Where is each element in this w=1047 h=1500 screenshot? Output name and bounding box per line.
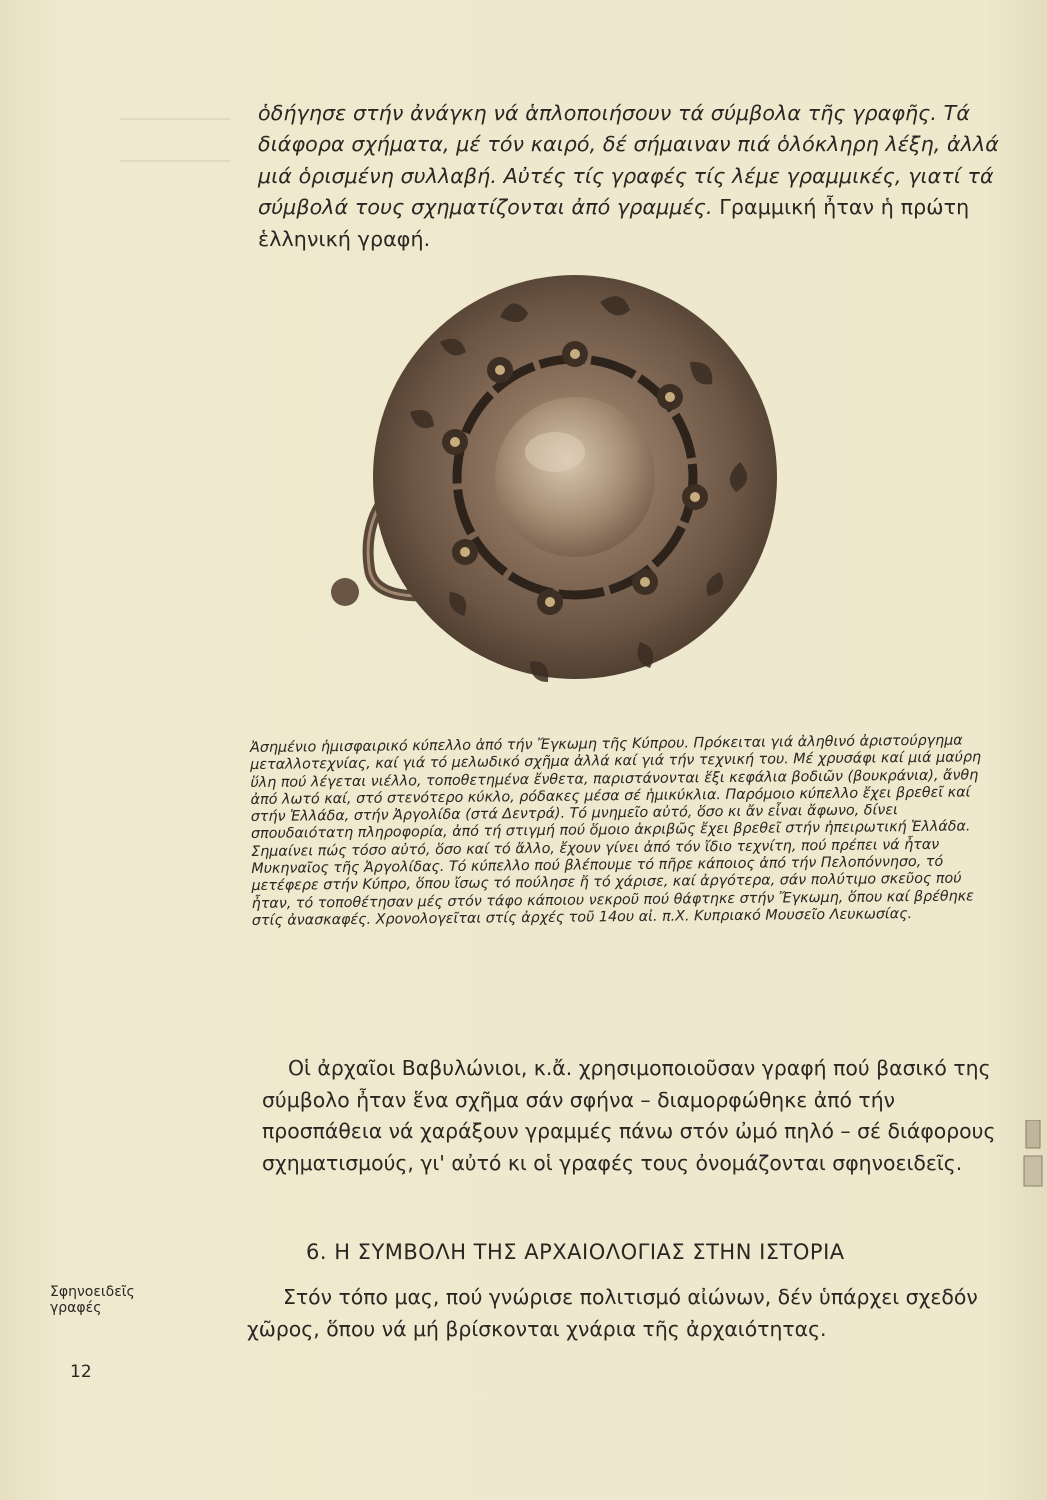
margin-note: Σφηνοειδεῖς γραφές [50, 1284, 135, 1316]
figure-caption: Ἀσημένιο ἡμισφαιρικό κύπελλο ἀπό τήν Ἔγκωμη τῆς Κύπρου. Πρόκειται γιά ἀληθινό ἀριστούργημα μεταλλοτεχνίας, καί γιά τό μελωδικό σχῆμα ἀλλά καί γιά τήν τεχνική του. Μέ χρυσάφι καί μιά μαύρη ὕλη πού λέγεται νιέλλο, τοποθετημένα ἔνθετα, παριστάνονται ἕξι κεφάλια βοδιῶν (βουκράνια), ἄνθη ἀπό λωτό καί, στό στενότερο κύκλο, ρόδακες μέσα σέ ἡμικύκλια. Παρόμοιο κύπελλο ἔχει βρεθεῖ καί στήν Ἑλλάδα, στήν Ἀργολίδα (στά Δεντρά). Τό μνημεῖο αὐτό, ὅσο κι ἄν εἶναι ἄφωνο, δίνει σπουδαιότατη πληροφορία, ἀπό τή στιγμή πού ὅμοιο ἀκριβῶς ἔχει βρεθεῖ στήν ἠπειρωτική Ἑλλάδα. Σημαίνει πώς τόσο αὐτό, ὅσο καί τό ἄλλο, ἔχουν γίνει ἀπό τόν ἴδιο τεχνίτη, πού πρέπει νά ἦταν Μυκηναῖος τῆς Ἀργολίδας. Τό κύπελλο πού βλέπουμε τό πῆρε κάποιος ἀπό τήν Πελοπόννησο, τό μετέφερε στήν Κύπρο, ὅπου ἴσως τό πούλησε ἤ τό χάρισε, καί ἀργότερα, σάν πολύτιμο σκεῦος πού ἦταν, τό τοποθέτησαν μές στόν τάφο κάποιου νεκροῦ πού θάφτηκε στήν Ἔγκωμη, ὅπου καί βρέθηκε στίς ἀνασκαφές. Χρονολογεῖται στίς ἀρχές τοῦ 14ου αἰ. π.Χ. Κυπριακό Μουσεῖο Λευκωσίας. [250, 732, 982, 929]
intro-italic-text: ὁδήγησε στήν ἀνάγκη νά ἁπλοποιήσουν τά σύμβολα τῆς γραφῆς. Τά διάφορα σχήματα, μέ τόν καιρό, δέ σήμαιναν πιά ὁλόκληρη λέξη, ἀλλά μιά ὁρισμένη συλλαβή. Αὐτές τίς γραφές τίς λέμε γραμμικές, γιατί τά σύμβολά τους σχηματίζονται ἀπό γραμμές. [258, 101, 999, 220]
page-edge-tabs [1022, 1120, 1047, 1200]
page-number: 12 [70, 1362, 92, 1382]
section-heading: 6. Η ΣΥΜΒΟΛΗ ΤΗΣ ΑΡΧΑΙΟΛΟΓΙΑΣ ΣΤΗΝ ΙΣΤΟΡΙΑ [306, 1240, 845, 1264]
intro-normal-text: Γραμμική ἦταν ἡ πρώτη ἑλληνική γραφή. [258, 195, 970, 251]
cuneiform-paragraph: Οἱ ἀρχαῖοι Βαβυλώνιοι, κ.ἄ. χρησιμοποιοῦσαν γραφή πού βασικό της σύμβολο ἦταν ἕνα σχῆμα σάν σφήνα – διαμορφώθηκε ἀπό τήν προσπάθεια νά χαράξουν γραμμές πάνω στόν ὠμό πηλό – σέ διάφορους σχηματισμούς, γι' αὐτό κι οἱ γραφές τους ὀνομάζονται σφηνοειδεῖς. [262, 1056, 996, 1175]
silver-bowl-photo [300, 262, 780, 712]
handle-knob [331, 578, 359, 606]
bowl-center-boss [495, 397, 655, 557]
bleed-through [120, 118, 230, 162]
section-paragraph: Στόν τόπο μας, πού γνώρισε πολιτισμό αἰώνων, δέν ὑπάρχει σχεδόν χῶρος, ὅπου νά μή βρίσκονται χνάρια τῆς ἀρχαιότητας. [247, 1285, 978, 1341]
intro-paragraph [258, 98, 1006, 255]
